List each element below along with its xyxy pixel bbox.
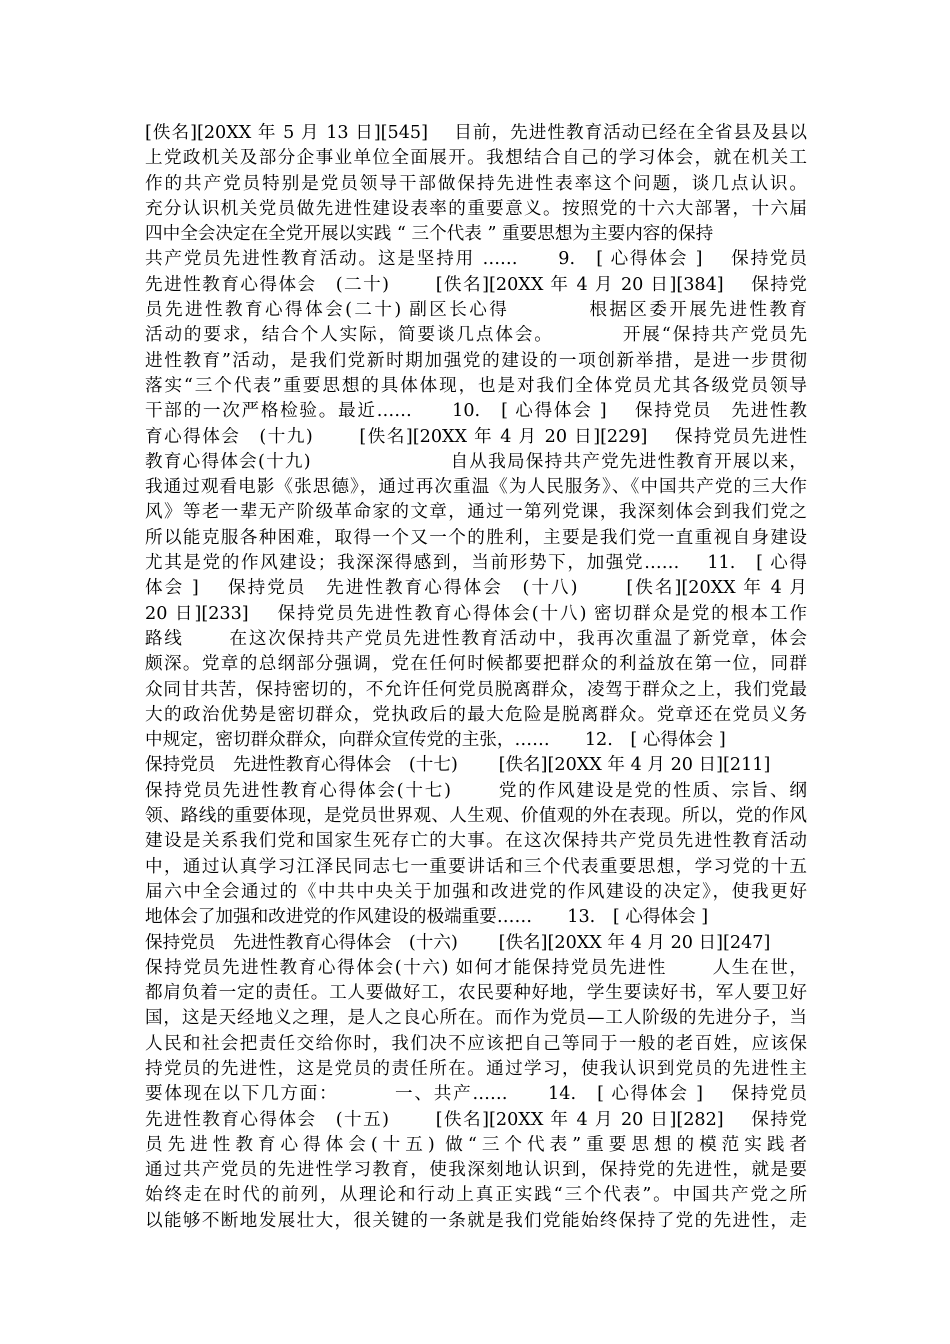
text-line: 领、路线的重要体现，是党员世界观、人生观、价值观的外在表现。所以，党的作风 xyxy=(145,806,807,827)
text-line: 体会 ] 保持党员 先进性教育心得体会 (十八) [佚名][20XX 年 4 月 xyxy=(145,578,807,599)
text-line: 要体现在以下几方面： 一、共产…… 14. [ 心得体会 ] 保持党员 xyxy=(145,1084,807,1105)
text-line: 地体会了加强和改进党的作风建设的极端重要…… 13. [ 心得体会 ] xyxy=(145,907,709,928)
text-line: 以能够不断地发展壮大，很关键的一条就是我们党能始终保持了党的先进性，走 xyxy=(145,1210,807,1231)
text-line: 四中全会决定在全党开展以实践 “ 三个代表 ” 重要思想为主要内容的保持 xyxy=(145,224,714,245)
text-line: 届六中全会通过的《中共中央关于加强和改进党的作风建设的决定》，使我更好 xyxy=(145,881,807,902)
text-line: 活动的要求，结合个人实际，简要谈几点体会。 开展“保持共产党员先 xyxy=(145,325,807,346)
text-line: 先进性教育心得体会 (十五) [佚名][20XX 年 4 月 20 日][282] 保持党 xyxy=(145,1109,807,1130)
text-line: 进性教育”活动，是我们党新时期加强党的建设的一项创新举措，是进一步贯彻 xyxy=(145,350,807,371)
text-line: 上党政机关及部分企事业单位全面展开。我想结合自己的学习体会，就在机关工 xyxy=(145,148,807,169)
text-line: 所以能克服各种困难，取得一个又一个的胜利，主要是我们党一直重视自身建设 xyxy=(145,527,807,548)
text-line: 尤其是党的作风建设；我深深得感到，当前形势下，加强党…… 11. [ 心得 xyxy=(145,553,807,574)
text-line: 教育心得体会(十九) 自从我局保持共产党先进性教育开展以来， xyxy=(145,451,807,472)
text-line: 颇深。党章的总纲部分强调，党在任何时候都要把群众的利益放在第一位，同群 xyxy=(145,654,807,675)
text-line: 始终走在时代的前列，从理论和行动上真正实践“三个代表”。中国共产党之所 xyxy=(145,1185,807,1206)
text-line: 20 日][233] 保持党员先进性教育心得体会(十八) 密切群众是党的根本工作 xyxy=(145,603,807,624)
text-line: 国，这是天经地义之理，是人之良心所在。而作为党员—工人阶级的先进分子，当 xyxy=(145,1008,807,1029)
text-line: [佚名][20XX 年 5 月 13 日][545] 目前，先进性教育活动已经在全省县及县以 xyxy=(145,123,807,143)
text-line: 我通过观看电影《张思德》，通过再次重温《为人民服务》、《中国共产党的三大作 xyxy=(145,477,807,498)
text-line: 大的政治优势是密切群众，党执政后的最大危险是脱离群众。党章还在党员义务 xyxy=(145,704,807,725)
text-line: 众同甘共苦，保持密切的，不允许任何党员脱离群众，凌驾于群众之上，我们党最 xyxy=(145,679,807,700)
text-line: 持党员的先进性，这是党员的责任所在。通过学习，使我认识到党员的先进性主 xyxy=(145,1058,807,1079)
text-line: 共产党员先进性教育活动。这是坚持用 …… 9. [ 心得体会 ] 保持党员 xyxy=(145,249,807,270)
text-line: 作的共产党员特别是党员领导干部做保持先进性表率这个问题，谈几点认识。 xyxy=(145,173,807,194)
text-line: 干部的一次严格检验。最近…… 10. [ 心得体会 ] 保持党员 先进性教 xyxy=(145,401,807,422)
text-line: 落实“三个代表”重要思想的具体体现，也是对我们全体党员尤其各级党员领导 xyxy=(145,375,807,396)
text-line: 保持党员 先进性教育心得体会 (十七) [佚名][20XX 年 4 月 20 日][211] xyxy=(145,755,771,776)
text-line: 都肩负着一定的责任。工人要做好工，农民要种好地，学生要读好书，军人要卫好 xyxy=(145,983,807,1004)
text-line: 路线 在这次保持共产党员先进性教育活动中，我再次重温了新党章，体会 xyxy=(145,628,807,649)
text-line: 员先进性教育心得体会(二十) 副区长心得 根据区委开展先进性教育 xyxy=(145,300,807,321)
text-line: 保持党员先进性教育心得体会(十六) 如何才能保持党员先进性 人生在世， xyxy=(145,957,807,978)
text-line: 育心得体会 (十九) [佚名][20XX 年 4 月 20 日][229] 保持党员先进性 xyxy=(145,426,807,447)
text-line: 人民和社会把责任交给你时，我们决不应该把自己等同于一般的老百姓，应该保 xyxy=(145,1033,807,1054)
text-line: 建设是关系我们党和国家生死存亡的大事。在这次保持共产党员先进性教育活动 xyxy=(145,831,807,852)
text-line: 充分认识机关党员做先进性建设表率的重要意义。按照党的十六大部署，十六届 xyxy=(145,198,807,219)
text-line: 保持党员 先进性教育心得体会 (十六) [佚名][20XX 年 4 月 20 日][247] xyxy=(145,932,771,953)
text-line: 中规定，密切群众群众，向群众宣传党的主张，…… 12. [ 心得体会 ] xyxy=(145,730,726,751)
body-text xyxy=(145,121,807,1234)
text-line: 员先进性教育心得体会(十五) 做“三个代表”重要思想的模范实践者 xyxy=(145,1134,807,1155)
text-line: 通过共产党员的先进性学习教育，使我深刻地认识到，保持党的先进性，就是要 xyxy=(145,1160,807,1181)
text-line: 保持党员先进性教育心得体会(十七) 党的作风建设是党的性质、宗旨、纲 xyxy=(145,780,807,801)
text-line: 风》等老一辈无产阶级革命家的文章，通过一第列党课，我深刻体会到我们党之 xyxy=(145,502,807,523)
text-line: 先进性教育心得体会 (二十) [佚名][20XX 年 4 月 20 日][384] 保持党 xyxy=(145,274,807,295)
text-line: 中，通过认真学习江泽民同志七一重要讲话和三个代表重要思想，学习党的十五 xyxy=(145,856,807,877)
